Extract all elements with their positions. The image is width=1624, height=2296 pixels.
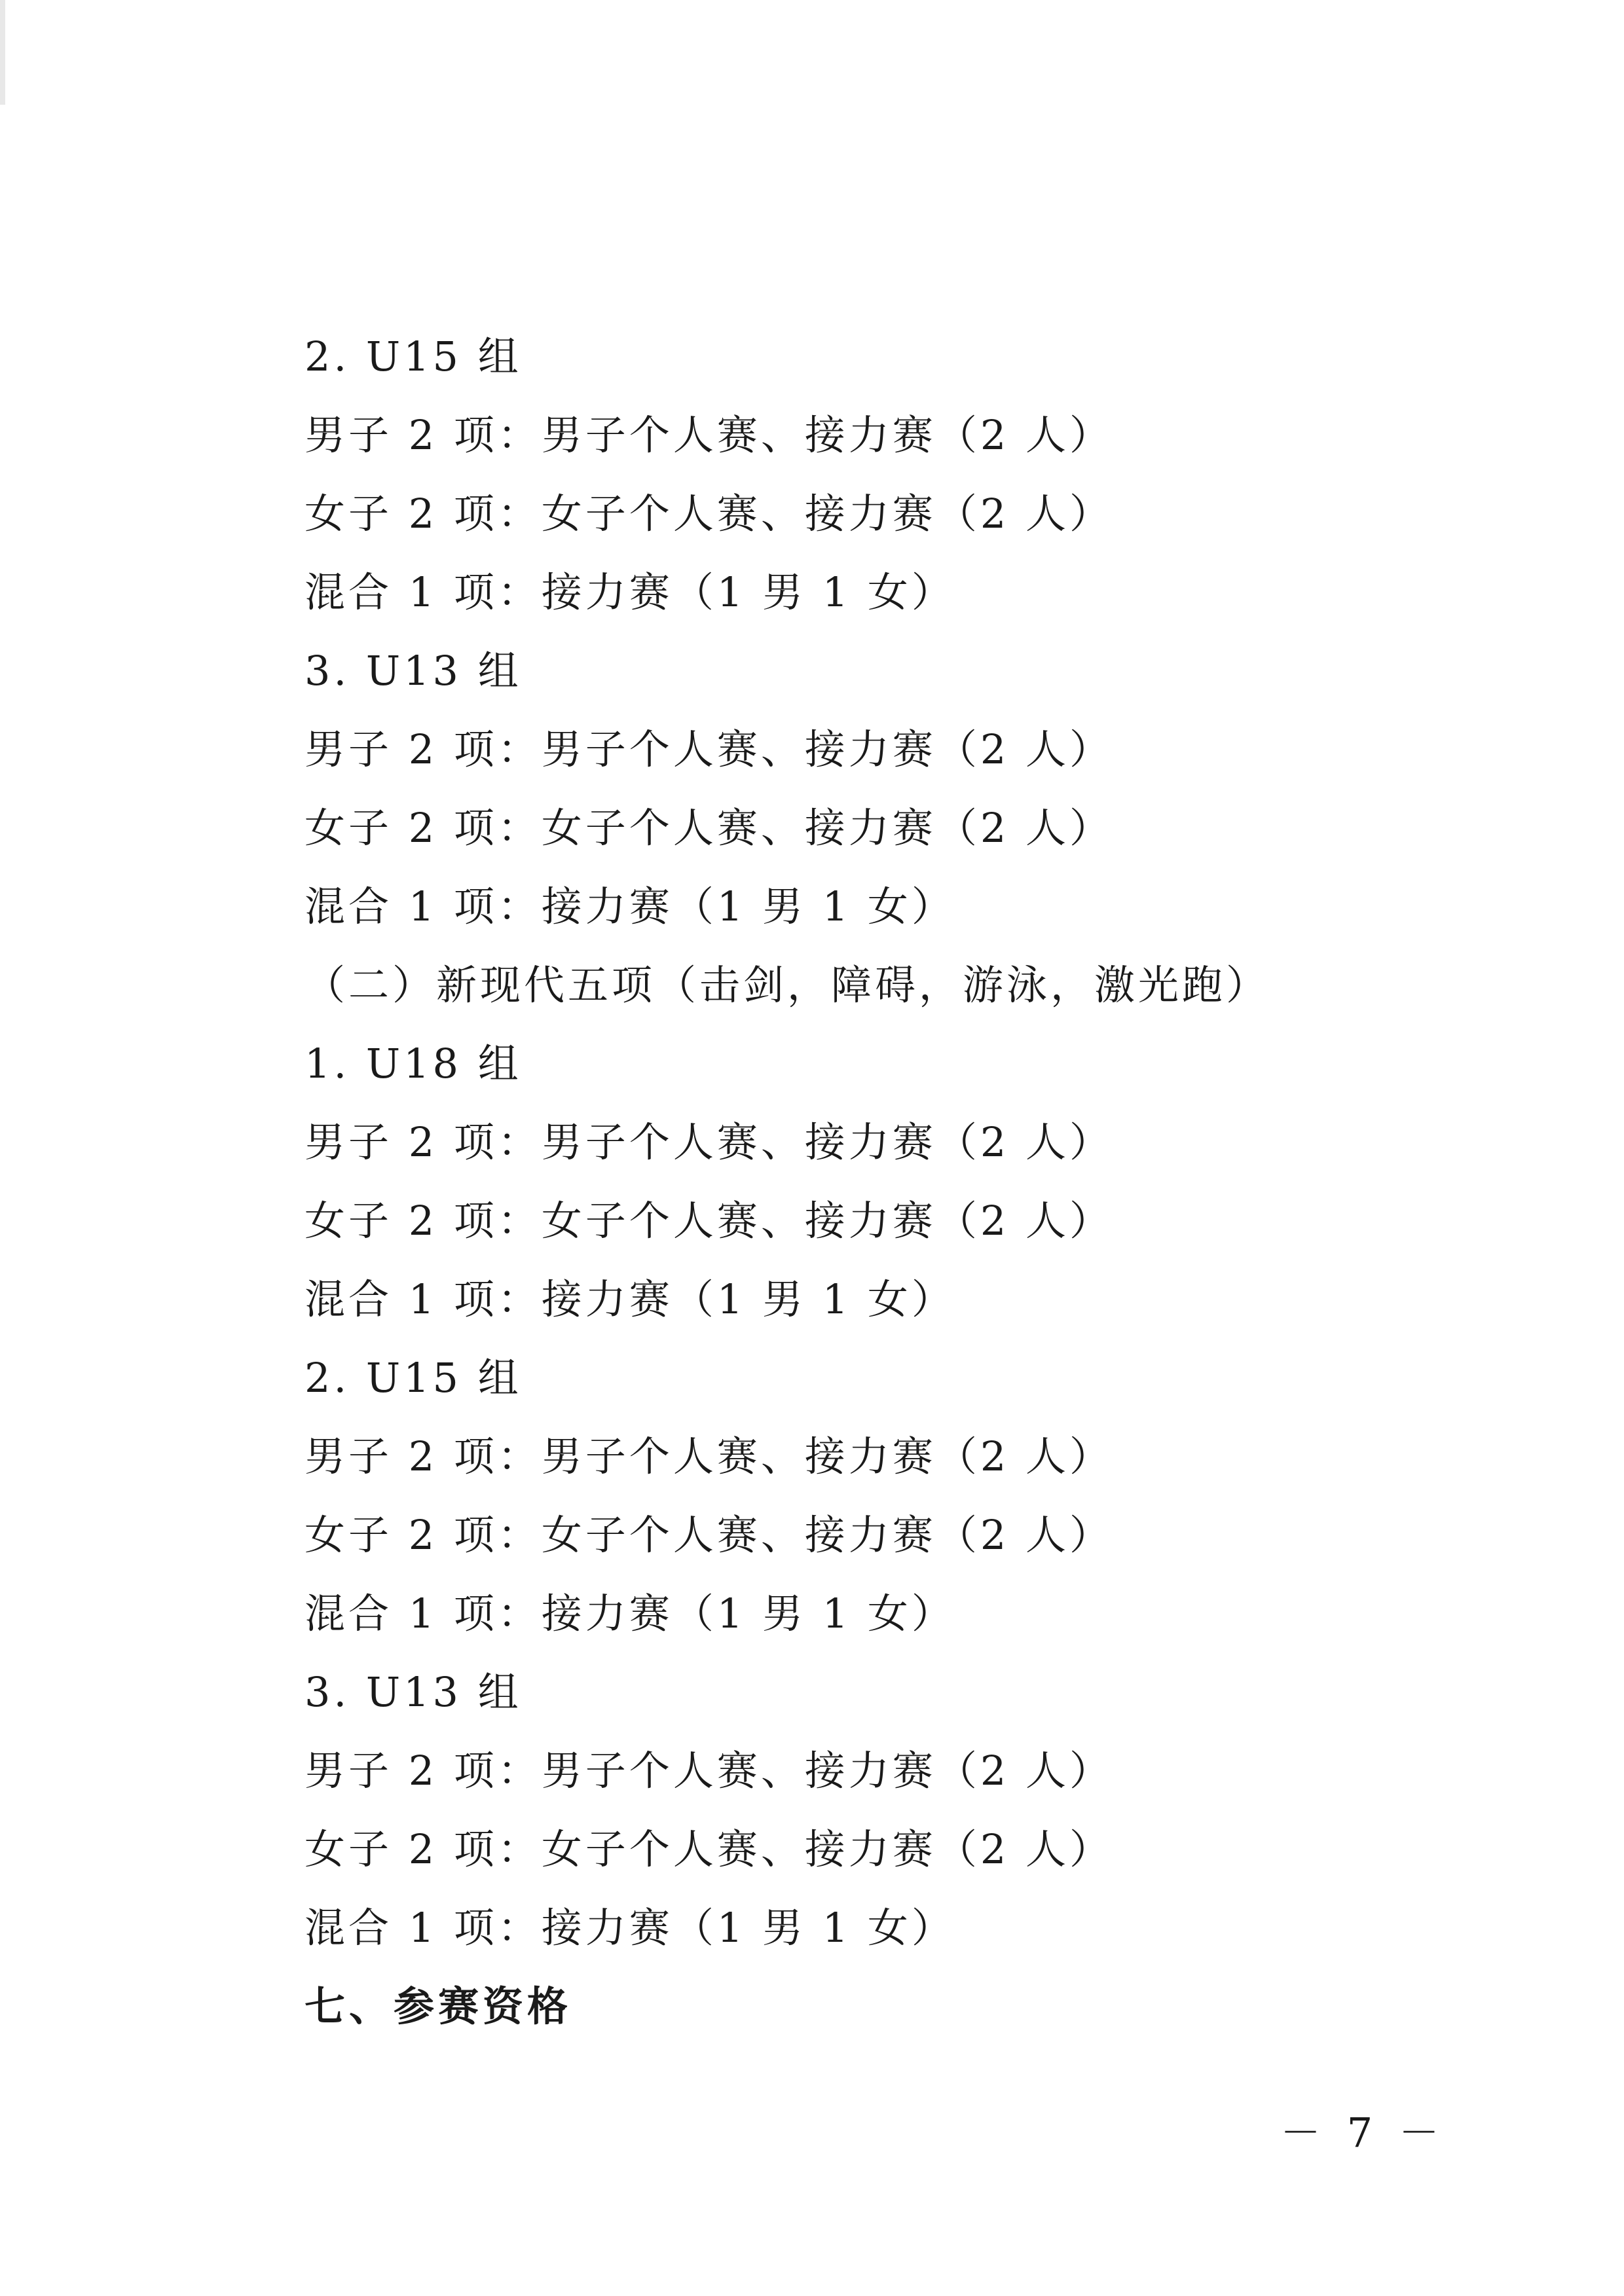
event-line-women: 女子 2 项：女子个人赛、接力赛（2 人） xyxy=(304,490,1114,538)
scan-edge-shadow xyxy=(0,0,5,105)
event-line-women: 女子 2 项：女子个人赛、接力赛（2 人） xyxy=(304,1197,1114,1245)
event-line-mixed: 混合 1 项：接力赛（1 男 1 女） xyxy=(304,883,955,930)
event-line-women: 女子 2 项：女子个人赛、接力赛（2 人） xyxy=(304,804,1114,852)
event-line-mixed: 混合 1 项：接力赛（1 男 1 女） xyxy=(304,1904,955,1952)
group-heading-u15: 2. U15 组 xyxy=(304,333,522,380)
event-line-mixed: 混合 1 项：接力赛（1 男 1 女） xyxy=(304,568,955,616)
group-heading-u18: 1. U18 组 xyxy=(304,1040,522,1087)
event-line-men: 男子 2 项：男子个人赛、接力赛（2 人） xyxy=(304,1432,1114,1480)
event-line-mixed: 混合 1 项：接力赛（1 男 1 女） xyxy=(304,1590,955,1637)
subsection-heading: （二）新现代五项（击剑，障碍，游泳，激光跑） xyxy=(304,961,1270,1009)
event-line-mixed: 混合 1 项：接力赛（1 男 1 女） xyxy=(304,1275,955,1323)
event-line-men: 男子 2 项：男子个人赛、接力赛（2 人） xyxy=(304,411,1114,459)
event-line-men: 男子 2 项：男子个人赛、接力赛（2 人） xyxy=(304,1747,1114,1795)
event-line-women: 女子 2 项：女子个人赛、接力赛（2 人） xyxy=(304,1511,1114,1559)
section-heading: 七、参赛资格 xyxy=(304,1982,572,2030)
group-heading-u13: 3. U13 组 xyxy=(304,1668,522,1716)
event-line-women: 女子 2 项：女子个人赛、接力赛（2 人） xyxy=(304,1825,1114,1873)
page-number: － 7 － xyxy=(1280,2109,1446,2157)
group-heading-u13: 3. U13 组 xyxy=(304,647,522,695)
group-heading-u15: 2. U15 组 xyxy=(304,1354,522,1402)
event-line-men: 男子 2 项：男子个人赛、接力赛（2 人） xyxy=(304,1118,1114,1166)
event-line-men: 男子 2 项：男子个人赛、接力赛（2 人） xyxy=(304,725,1114,773)
